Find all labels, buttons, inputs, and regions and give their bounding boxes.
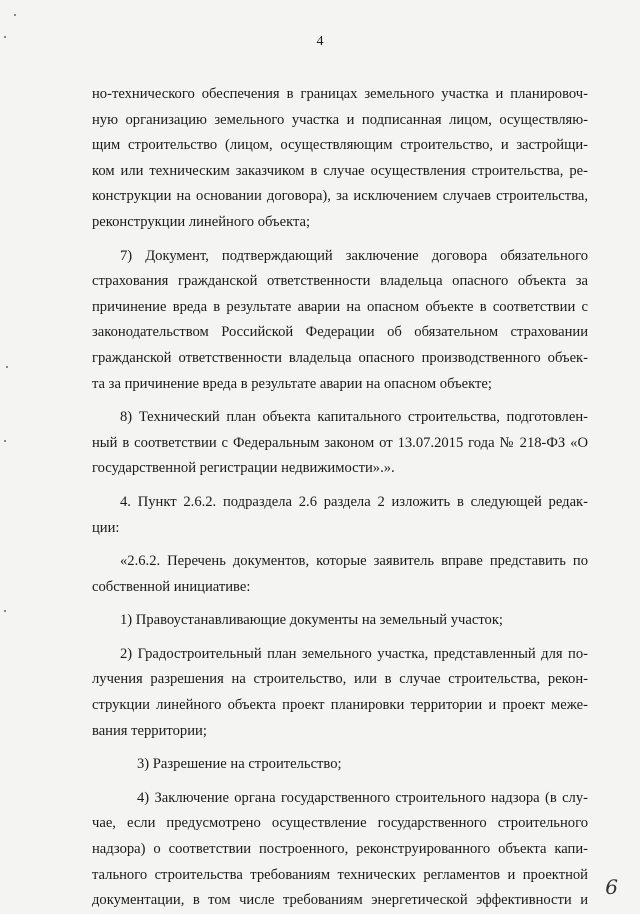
text-line: надзора) о соответствии построенного, реконструированного объекта капи- [92,841,588,858]
text-line: чае, если предусмотрено осуществление государственного строительного [92,815,588,832]
text-line: реконструкции линейного объекта; [92,213,311,230]
scan-speck [4,610,6,612]
text-line: 8) Технический план объекта капитального строительства, подготовлен- [120,409,588,426]
text-line: ную организацию земельного участка и подписанная лицом, осуществляю- [92,111,588,128]
text-line: ции: [92,519,120,536]
text-line: причинение вреда в результате аварии на опасном объекте в соответствии с [92,298,588,315]
text-line: конструкции на основании договора), за исключением случаев строительства, [92,188,588,205]
text-line: лучения разрешения на строительство, или в случае строительства, рекон- [92,671,588,688]
scan-speck [14,14,16,16]
text-line: но-технического обеспечения в границах земельного участка и планировоч- [92,86,588,102]
text-line: собственной инициативе: [92,578,251,595]
text-line: ком или техническим заказчиком в случае осуществления строительства, ре- [92,162,588,179]
document-body [92,82,588,914]
text-line: 4) Заключение органа государственного строительного надзора (в слу- [137,789,588,806]
text-line: 7) Документ, подтверждающий заключение договора обязательного [120,247,588,264]
text-line: 3) Разрешение на строительство; [137,756,342,773]
scan-speck [4,440,6,442]
text-line: 2) Градостроительный план земельного участка, представленный для по- [120,645,588,662]
text-line: щим строительство (лицом, осуществляющим строительство, и застройщи- [92,137,588,154]
text-line: тального строительства требованиям технических регламентов и проектной [92,866,588,883]
scan-speck [6,366,8,368]
text-line: документации, в том числе требованиям энергетической эффективности и [92,892,588,909]
text-line: ный в соответствии с Федеральным законом от 13.07.2015 года № 218-ФЗ «О [92,434,588,451]
text-line: «2.6.2. Перечень документов, которые заявитель вправе представить по [120,553,588,570]
page-number: 4 [316,34,324,49]
text-line: государственной регистрации недвижимости».». [92,460,395,477]
text-line: 4. Пункт 2.6.2. подраздела 2.6 раздела 2 изложить в следующей редак- [120,493,588,510]
text-line: 1) Правоустанавливающие документы на земельный участок; [120,612,503,629]
handwritten-page-mark: 6 [605,875,618,899]
text-line: гражданской ответственности владельца опасного производственного объек- [92,349,588,366]
text-line: вания территории; [92,722,207,739]
text-line: законодательством Российской Федерации об обязательном страховании [92,324,588,341]
text-line: страхования гражданской ответственности владельца опасного объекта за [92,273,588,290]
text-line: та за причинение вреда в результате аварии на опасном объекте; [92,375,492,392]
text-line: струкции линейного объекта проект планировки территории и проект меже- [92,697,588,714]
